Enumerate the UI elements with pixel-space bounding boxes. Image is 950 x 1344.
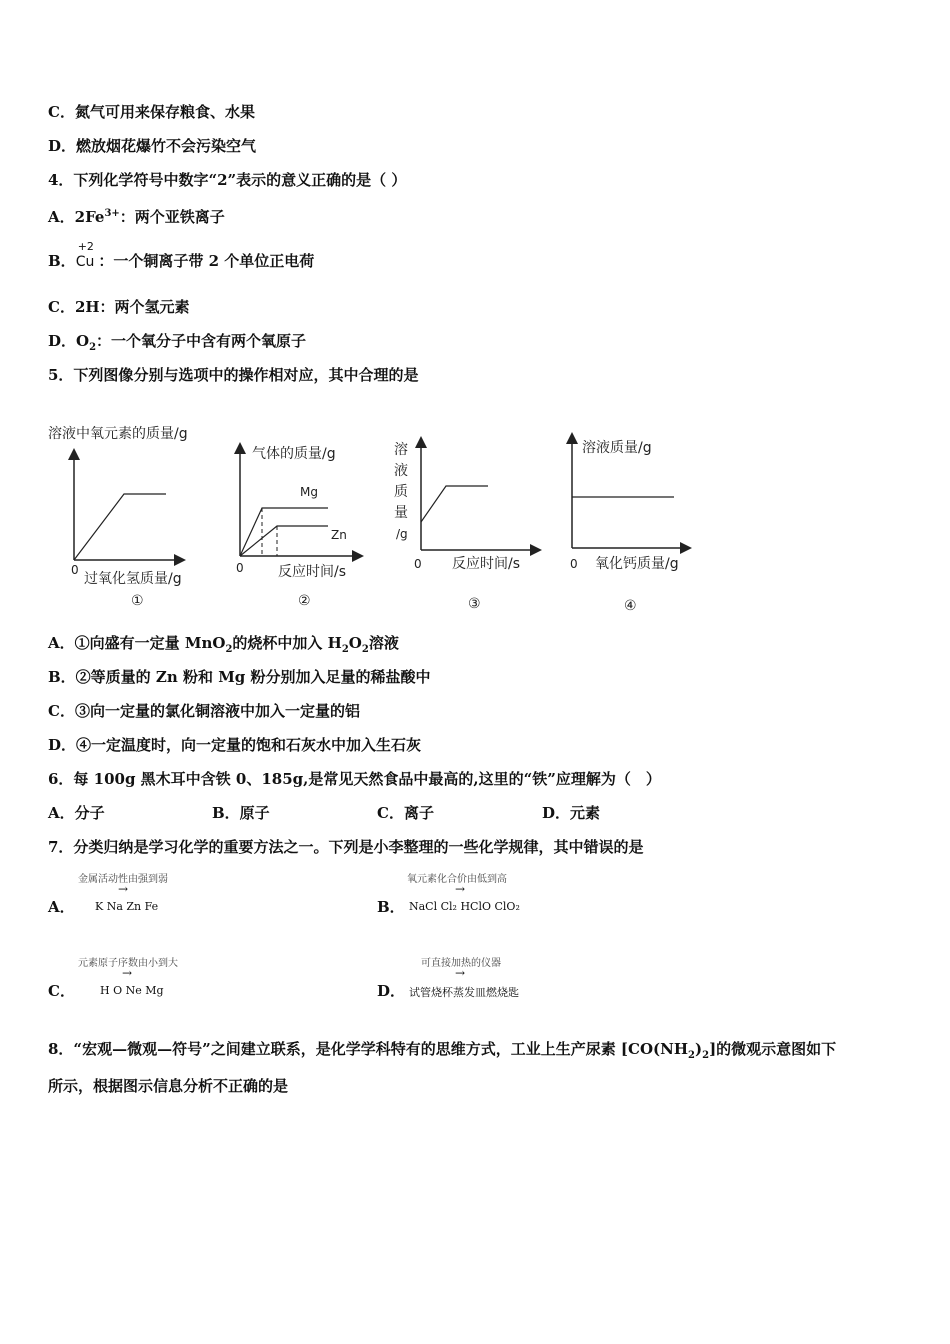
- q7-a-sequence: K Na Zn Fe: [95, 900, 159, 913]
- graph-2: [236, 445, 358, 609]
- q8-line1-pre: 8．“宏观—微观—符号”之间建立联系，是化学学科特有的思维方式，工业上生产尿素 [CO(NH: [48, 1040, 689, 1058]
- q7-option-c-label: C．: [48, 982, 75, 1000]
- q5-option-d: D．④一定温度时，向一定量的饱和石灰水中加入生石灰: [48, 736, 422, 754]
- q7-b-arrow: →: [455, 882, 466, 896]
- q4-d-label: D．O: [48, 332, 90, 350]
- graph-3-xlabel: 反应时间/s: [452, 556, 521, 572]
- q7-d-arrow: →: [455, 966, 466, 980]
- q5-a-sub3: 2: [361, 644, 369, 655]
- q5-option-b: B．②等质量的 Zn 粉和 Mg 粉分别加入足量的稀盐酸中: [48, 668, 431, 686]
- graph-3-ylabel-3: 量: [394, 505, 408, 521]
- graph-2-mg-curve: [240, 508, 328, 556]
- graph-3: [394, 441, 536, 612]
- graph-1-ylabel: 溶液中氧元素的质量/g: [48, 426, 188, 442]
- q7-b-caption: 氧元素化合价由低到高: [407, 874, 507, 885]
- q4-a-label: A．: [48, 208, 75, 226]
- graph-3-ylabel-4: /g: [396, 527, 408, 541]
- graph-1-number: ①: [131, 593, 144, 609]
- graph-1: [48, 425, 188, 609]
- q5-a-sub2: 2: [341, 644, 349, 655]
- q5-a-sub1: 2: [225, 644, 233, 655]
- q4-option-c: C．2H：两个氢元素: [48, 298, 190, 316]
- q6-option-a: A．分子: [48, 804, 105, 822]
- q4-stem: 4．下列化学符号中数字“2”表示的意义正确的是（ ）: [48, 171, 407, 189]
- q6-option-d: D．元素: [542, 804, 601, 822]
- graph-4: [570, 438, 686, 614]
- q5-option-c: C．③向一定量的氯化铜溶液中加入一定量的铝: [48, 702, 360, 720]
- graph-4-number: ④: [624, 598, 637, 614]
- q7-option-a-label: A．: [48, 898, 75, 916]
- q7-option-b-label: B．: [377, 898, 405, 916]
- graph-1-curve: [74, 494, 166, 560]
- q7-stem: 7．分类归纳是学习化学的重要方法之一。下列是小李整理的一些化学规律，其中错误的是: [48, 838, 644, 856]
- graph-2-zn-curve: [240, 526, 328, 556]
- q4-option-d: [48, 331, 306, 358]
- q6-stem: 6．每 100g 黑木耳中含铁 0、185g,是常见天然食品中最高的,这里的“铁”应理解为（ ）: [48, 770, 661, 788]
- q7-d-sequence: 试管烧杯蒸发皿燃烧匙: [409, 986, 519, 999]
- graph-2-number: ②: [298, 593, 311, 609]
- graph-2-xlabel: 反应时间/s: [278, 564, 347, 580]
- q4-b-text: ：一个铜离子带 2 个单位正电荷: [98, 252, 315, 270]
- q5-option-a: [48, 633, 399, 660]
- q7-c-arrow: →: [122, 966, 133, 980]
- q5-a-mid2: O: [348, 634, 362, 652]
- graph-4-origin: 0: [570, 557, 578, 571]
- graph-2-ylabel: 气体的质量/g: [252, 446, 336, 462]
- cu-charge: +2: [77, 240, 94, 253]
- q6-option-c: C．离子: [377, 804, 434, 822]
- q8-line1-mid: ): [694, 1040, 703, 1058]
- q4-d-text: ：一个氧分子中含有两个氧原子: [96, 332, 307, 350]
- q3-option-c: C．氮气可用来保存粮食、水果: [48, 103, 255, 121]
- graph-1-xlabel: 过氧化氢质量/g: [84, 571, 182, 587]
- q4-a-formula: 2Fe: [74, 208, 105, 226]
- graph-2-origin: 0: [236, 561, 244, 575]
- q4-option-a: [48, 204, 225, 227]
- q5-a-mid: 的烧杯中加入 H: [232, 634, 342, 652]
- q4-option-b: [48, 240, 315, 272]
- cu-symbol: Cu: [75, 254, 95, 270]
- graph-2-mg-label: Mg: [300, 485, 318, 499]
- graph-3-ylabel-2: 质: [394, 484, 408, 500]
- q7-a-caption: 金属活动性由强到弱: [78, 874, 168, 885]
- q8-line-2: 所示，根据图示信息分析不正确的是: [48, 1077, 289, 1095]
- q4-b-label: B．: [48, 252, 76, 270]
- q8-line1-end: ]的微观示意图如下: [709, 1040, 837, 1058]
- graph-4-xlabel: 氧化钙质量/g: [595, 556, 679, 572]
- q8-line1-sub: 2: [688, 1050, 695, 1061]
- q5-a-pre: A．①向盛有一定量 MnO: [48, 634, 226, 652]
- q6-option-b: B．原子: [212, 804, 270, 822]
- q7-d-caption: 可直接加热的仪器: [421, 958, 501, 969]
- q5-stem: 5．下列图像分别与选项中的操作相对应，其中合理的是: [48, 366, 419, 384]
- graph-3-number: ③: [468, 596, 481, 612]
- graph-3-origin: 0: [414, 557, 422, 571]
- cu-symbol-image: [75, 240, 95, 272]
- q8-line-1: [48, 1039, 836, 1066]
- q5-a-end: 溶液: [368, 634, 399, 652]
- graph-1-origin: 0: [71, 563, 79, 577]
- graph-3-curve: [421, 486, 488, 522]
- graph-3-ylabel-0: 溶: [394, 442, 408, 458]
- q4-a-text: ：两个亚铁离子: [119, 208, 225, 226]
- q7-option-d-label: D．: [377, 982, 406, 1000]
- graph-3-ylabel-1: 液: [394, 463, 408, 479]
- q5-graphs: [40, 418, 720, 618]
- q7-c-caption: 元素原子序数由小到大: [78, 958, 178, 969]
- q7-b-sequence: NaCl Cl₂ HClO ClO₂: [409, 900, 520, 913]
- q4-a-sup: 3+: [104, 208, 120, 219]
- graph-4-ylabel: 溶液质量/g: [582, 440, 652, 456]
- q5-graphs-svg: [40, 418, 720, 618]
- q7-c-sequence: H O Ne Mg: [100, 984, 164, 997]
- q3-option-d: D．燃放烟花爆竹不会污染空气: [48, 137, 257, 155]
- graph-2-zn-label: Zn: [331, 528, 347, 542]
- q4-d-sub: 2: [89, 342, 97, 353]
- q7-a-arrow: →: [118, 882, 129, 896]
- q8-line1-sub2: 2: [702, 1050, 710, 1061]
